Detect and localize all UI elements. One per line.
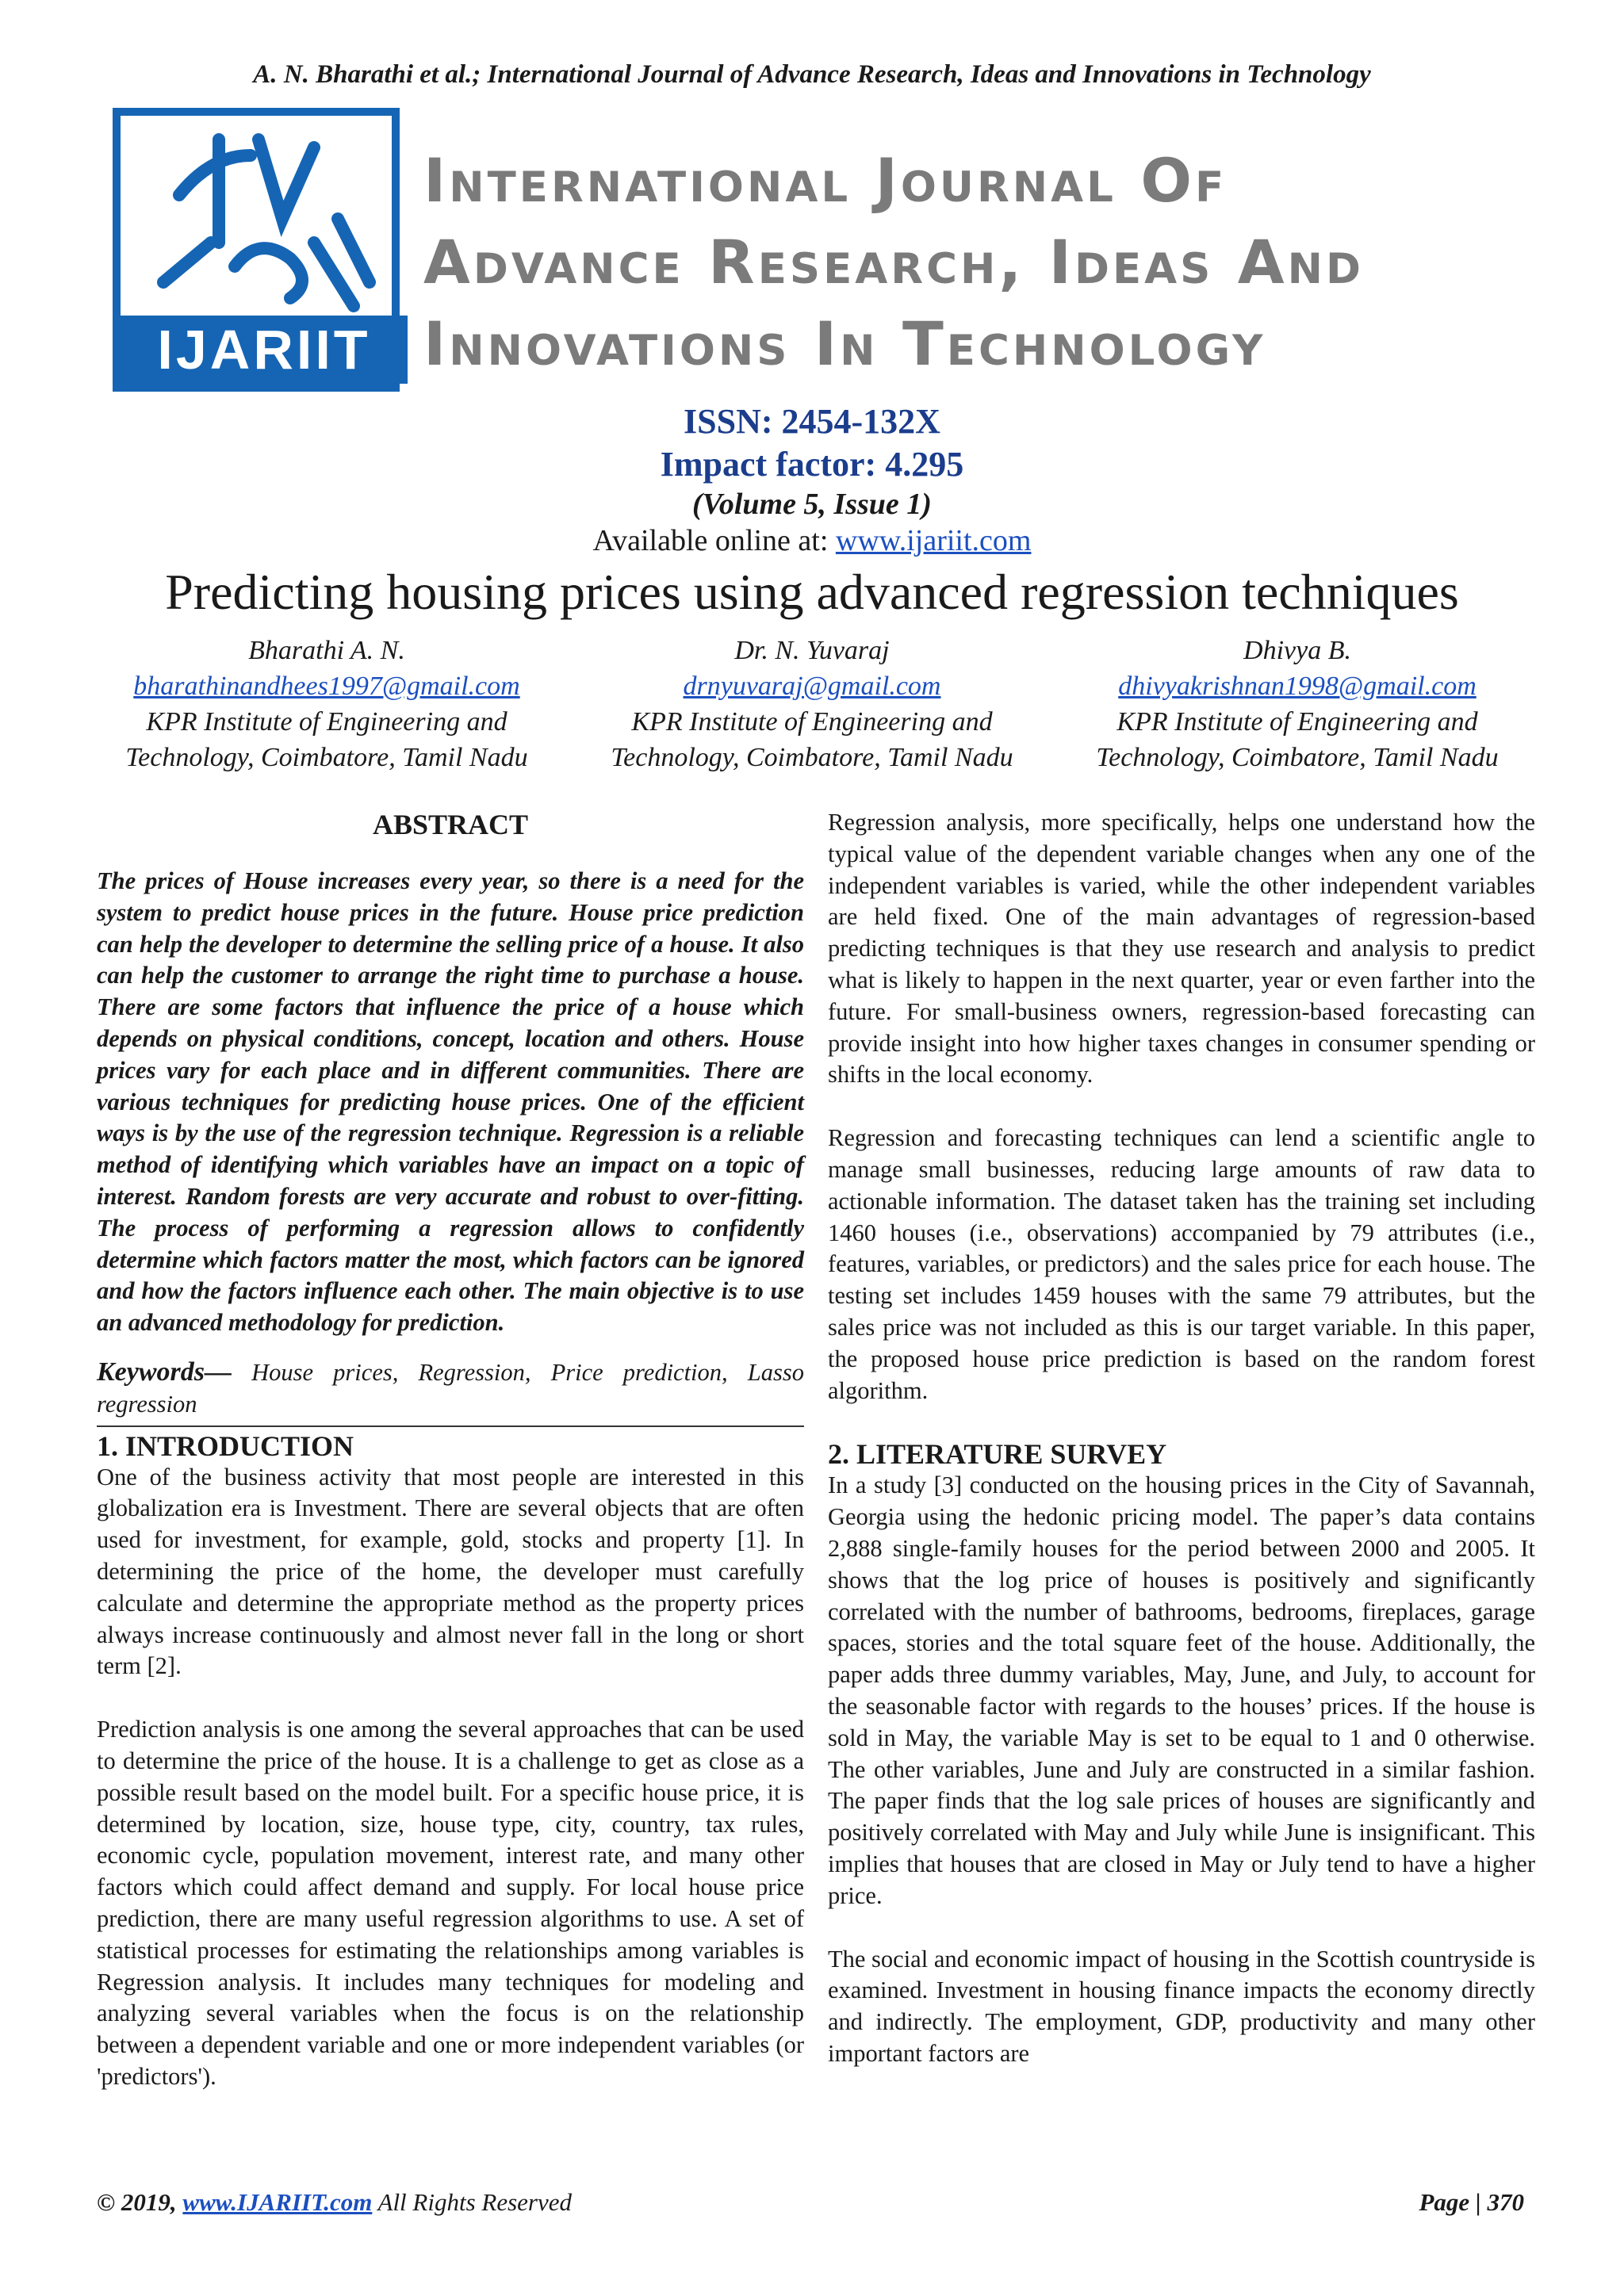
author-affiliation: KPR Institute of Engineering and [631,707,993,737]
author-block [1059,633,1535,775]
paper-title: Predicting housing prices using advanced regression techniques [165,564,1459,620]
page-number: Page | 370 [1419,2188,1524,2216]
introduction-paragraph: Prediction analysis is one among the several approaches that can be used to determine the price of the house. It is a challenge to get as close as a possible result based on the model built. For a specific house price, it is determined by location, size, house type, city, country, tax rules, economic cycle, population movement, interest rate, and many other factors which could affect demand and supply. For local house price prediction, there are many useful regression algorithms to use. A set of statistical processes for estimating the relationships among variables is Regression analysis. It includes many techniques for modeling and analyzing several variables when the focus is on the relationship between a dependent variable and one or more independent variables (or 'predictors'). [97,1716,804,2090]
issn: ISSN: 2454-132X [684,402,940,441]
footer-site-link[interactable]: www.IJARIIT.com [182,2188,373,2216]
author-email-link[interactable]: drnyuvaraj@gmail.com [683,672,941,701]
available-label: Available online at: [592,524,836,557]
literature-paragraph: In a study [3] conducted on the housing prices in the City of Savannah, Georgia using the hedonic pricing model. The paper’s data contains 2,888 single-family houses for the period between 2000 and 2005. It shows that the log price of houses is positively and significantly correlated with the number of bathrooms, bedrooms, fireplaces, garage spaces, stories and the total square feet of the house. Additionally, the paper adds three dummy variables, May, June, and July, to account for the seasonable factor with regards to the houses’ prices. If the house is sold in May, the variable May is set to be equal to 1 and 0 otherwise. The other variables, June and July are constructed in a similar fashion. The paper finds that the log sale prices of houses are significantly and positively correlated with May and July while June is insignificant. This implies that houses that are closed in May or July tend to have a higher price. [828,1471,1535,1909]
author-email-link[interactable]: bharathinandhees1997@gmail.com [133,672,520,701]
left-column [97,807,804,2125]
author-affiliation: Technology, Coimbatore, Tamil Nadu [125,743,528,772]
abstract-body: The prices of House increases every year, so there is a need for the system to predict house prices in the future. House price prediction can help the developer to determine the selling price of a house. It also can help the customer to arrange the right time to purchase a house. There are some factors that influence the price of a house which depends on physical conditions, concept, location and others. House prices vary for each place and in different communities. There are various techniques for predicting house prices. One of the efficient ways is by the use of the regression technique. Regression is a reliable method of identifying which variables have an impact on a topic of interest. Random forests are very accurate and robust to over-fitting. The process of performing a regression allows to confidently determine which factors matter the most, which factors can be ignored and how the factors influence each other. The main objective is to use an advanced methodology for prediction. [97,867,804,1337]
body-paragraph: Regression and forecasting techniques can lend a scientific angle to manage small businesses, reducing large amounts of raw data to actionable information. The dataset taken has the training set including 1460 houses (i.e., observations) accompanied by 79 attributes (i.e., features, variables, or predictors) and the sales price for each house. The testing set includes 1459 houses with the same 79 attributes, but the sales price was not included as this is our target variable. In this paper, the proposed house price prediction is based on the random forest algorithm. [828,1124,1535,1404]
volume-issue: (Volume 5, Issue 1) [692,488,932,521]
section-divider [97,1425,804,1427]
running-header: A. N. Bharathi et al.; International Journal of Advance Research, Ideas and Innovations in Technology [253,60,1371,89]
right-column [828,807,1535,2102]
author-affiliation: Technology, Coimbatore, Tamil Nadu [1096,743,1499,772]
footer-copyright [97,2188,572,2217]
copyright-text: © 2019, [97,2188,183,2216]
logo-calligraphy-icon [132,124,385,322]
keywords-label: Keywords— [97,1357,232,1387]
literature-paragraph: The social and economic impact of housing in the Scottish countryside is examined. Investment in housing finance impacts the economy directly and indirectly. The employment, GDP, productivity and many other important factors are [828,1945,1535,2067]
logo-title-line: Innovations In Technology [423,308,1266,379]
abstract-heading: ABSTRACT [372,809,529,840]
logo-emblem [113,108,400,392]
journal-logo [113,108,1364,393]
author-name: Dhivya B. [1243,636,1351,665]
rights-text: All Rights Reserved [372,2188,572,2216]
logo-acronym: IJARIIT [121,316,408,384]
body-paragraph: Regression analysis, more specifically, helps one understand how the typical value of the dependent variable changes when any one of the independent variables is varied, while the other independent variables are held fixed. One of the main advantages of regression-based predicting techniques is that they use research and analysis to predict what is likely to happen in the next quarter, year or even farther into the future. For small-business owners, regression-based forecasting can provide insight into how higher taxes changes in consumer spending or shifts in the local economy. [828,809,1535,1089]
logo-title-line: International Journal Of [423,145,1228,216]
author-affiliation: Technology, Coimbatore, Tamil Nadu [611,743,1013,772]
impact-factor: Impact factor: 4.295 [660,445,964,484]
introduction-paragraph: One of the business activity that most people are interested in this globalization era is Investment. There are several objects that are often used for investment, for example, gold, stocks and property [1]. In determining the price of the home, the developer must carefully calculate and determine the appropriate method as the property prices always increase continuously and almost never fall in the long or short term [2]. [97,1463,804,1680]
literature-heading: 2. LITERATURE SURVEY [828,1438,1167,1471]
author-name: Bharathi A. N. [248,636,405,665]
keywords [97,1357,804,1421]
author-email-link[interactable]: dhivyakrishnan1998@gmail.com [1118,672,1477,701]
logo-title [423,140,1375,385]
author-block [89,633,565,775]
introduction-heading: 1. INTRODUCTION [97,1429,354,1462]
author-affiliation: KPR Institute of Engineering and [146,707,508,737]
author-name: Dr. N. Yuvaraj [734,636,890,665]
author-block [574,633,1050,775]
available-online [0,523,1624,558]
logo-title-line: Advance Research, Ideas And [423,227,1364,297]
journal-website-link[interactable]: www.ijariit.com [835,524,1032,557]
author-affiliation: KPR Institute of Engineering and [1116,707,1478,737]
keywords-text: House prices, Regression, Price prediction, Lasso regression [97,1358,804,1418]
